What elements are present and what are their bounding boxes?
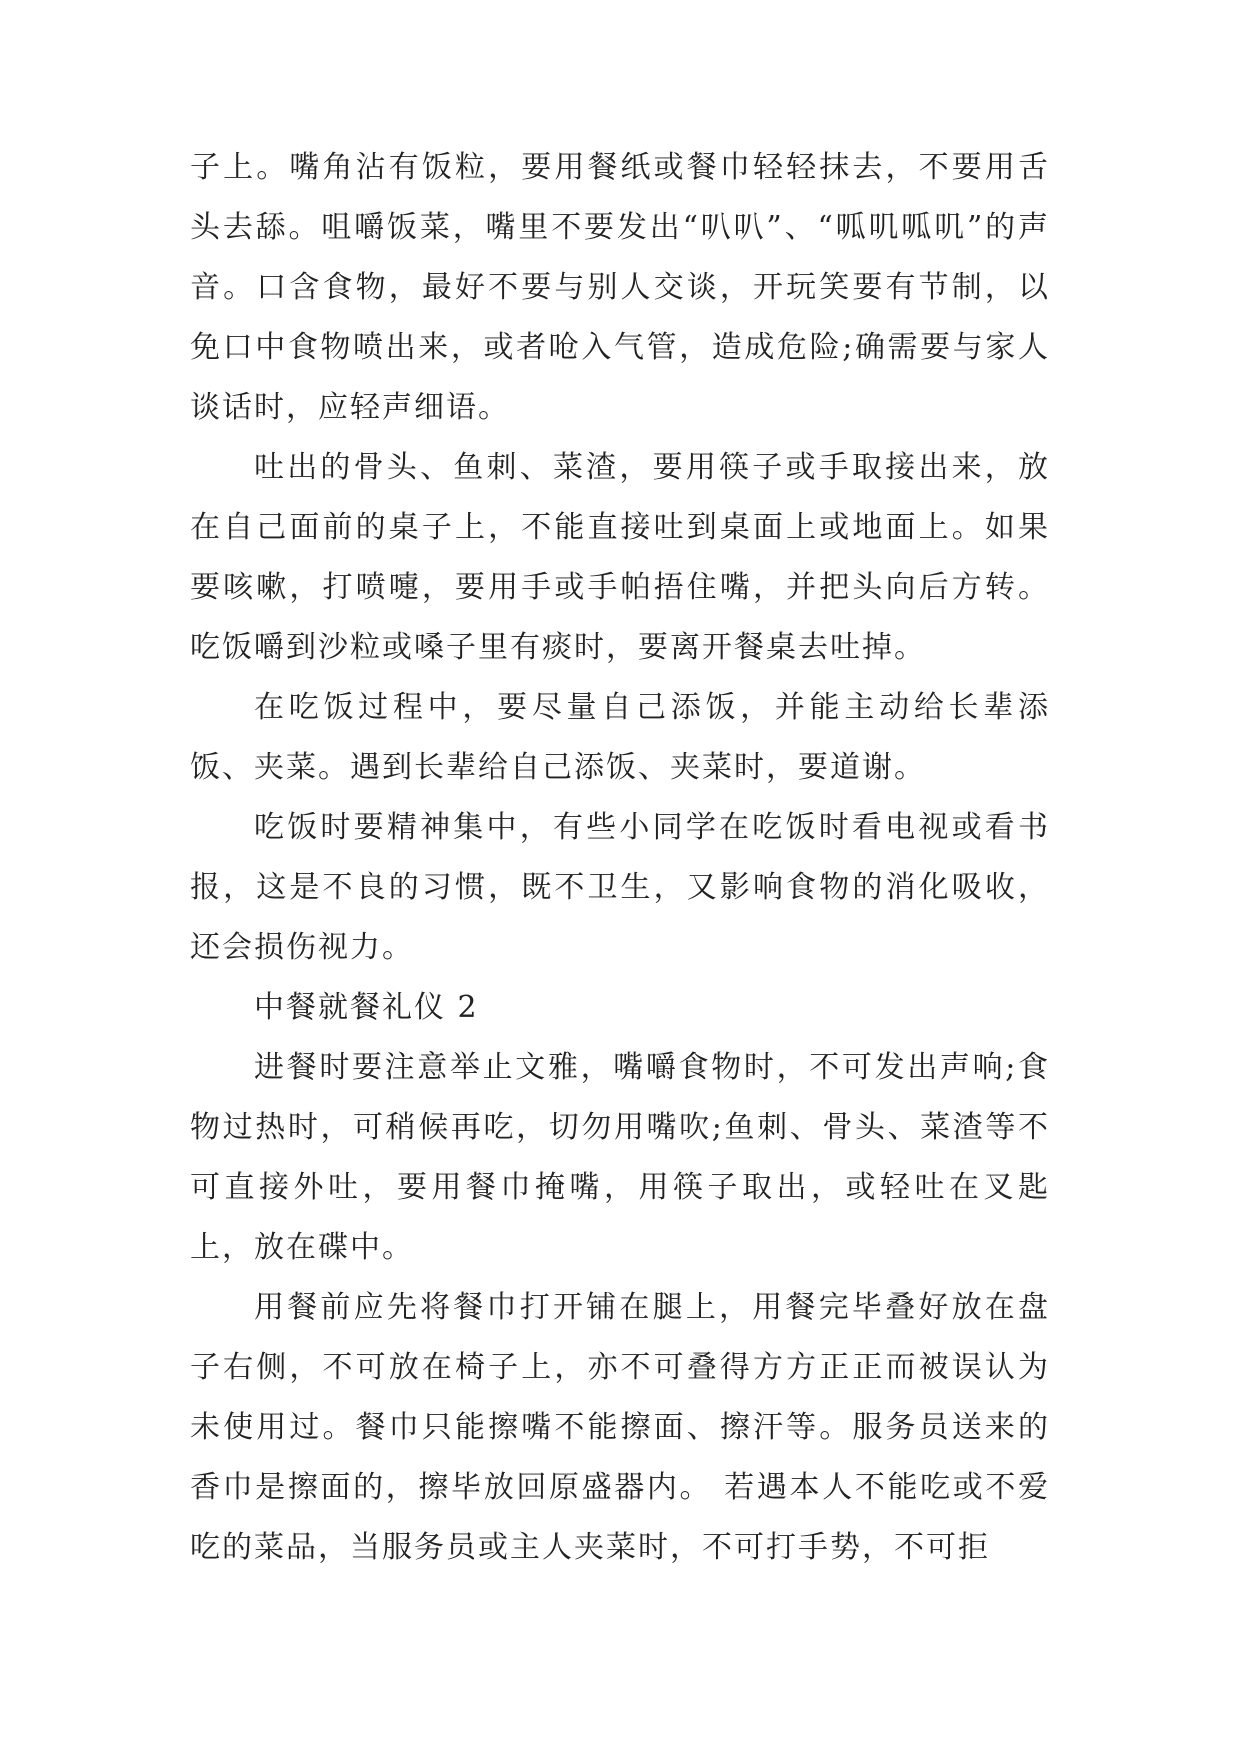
paragraph-concentration: 吃饭时要精神集中，有些小同学在吃饭时看电视或看书报，这是不良的习惯，既不卫生，又影响食物的消化吸收，还会损伤视力。 [190, 810, 1050, 965]
section-heading: 中餐就餐礼仪 2 [254, 990, 479, 1025]
paragraph-elegant-manners: 进餐时要注意举止文雅，嘴嚼食物时，不可发出声响;食物过热时，可稍候再吃，切勿用嘴吹;鱼刺、骨头、菜渣等不可直接外吐，要用餐巾掩嘴，用筷子取出，或轻吐在叉匙上，放在碟中。 [190, 1050, 1050, 1265]
paragraph-continued: 子上。嘴角沾有饭粒，要用餐纸或餐巾轻轻抹去，不要用舌头去舔。咀嚼饭菜，嘴里不要发出“叭叭”、“呱叽呱叽”的声音。口含食物，最好不要与别人交谈，开玩笑要有节制，以免口中食物喷出来，或者呛入气管，造成危险;确需要与家人谈话时，应轻声细语。 [190, 150, 1050, 425]
document-body [190, 138, 1050, 1578]
paragraph-spitting-bones: 吐出的骨头、鱼刺、菜渣，要用筷子或手取接出来，放在自己面前的桌子上，不能直接吐到桌面上或地面上。如果要咳嗽，打喷嚏，要用手或手帕捂住嘴，并把头向后方转。吃饭嚼到沙粒或嗓子里有痰时，要离开餐桌去吐掉。 [190, 450, 1050, 665]
paragraph-napkin-usage: 用餐前应先将餐巾打开铺在腿上，用餐完毕叠好放在盘子右侧，不可放在椅子上，亦不可叠得方方正正而被误认为未使用过。餐巾只能擦嘴不能擦面、擦汗等。服务员送来的香巾是擦面的，擦毕放回原盛器内。 若遇本人不能吃或不爱吃的菜品，当服务员或主人夹菜时，不可打手势，不可拒 [190, 1290, 1050, 1565]
paragraph-serving-rice: 在吃饭过程中，要尽量自己添饭，并能主动给长辈添饭、夹菜。遇到长辈给自己添饭、夹菜时，要道谢。 [190, 690, 1050, 785]
